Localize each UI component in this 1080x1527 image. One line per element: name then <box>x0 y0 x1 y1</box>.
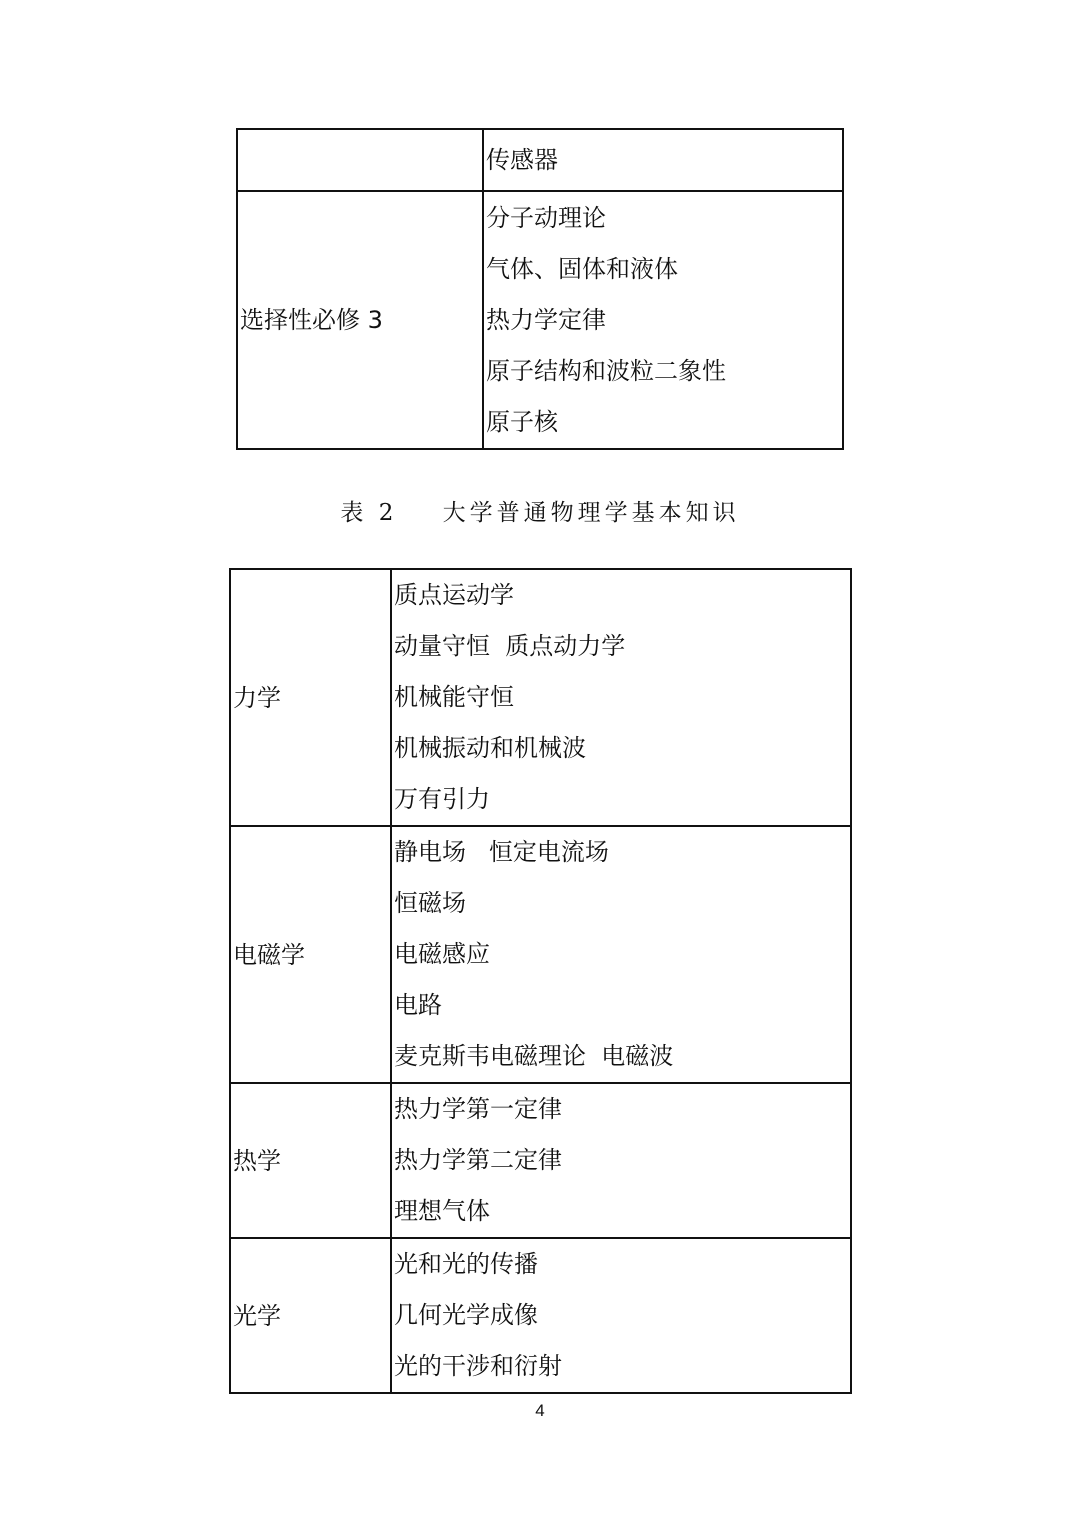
list-item: 传感器 <box>486 145 558 174</box>
list-item: 万有引力 <box>394 785 490 813</box>
row-items <box>391 826 851 1083</box>
list-item: 动量守恒 质点动力学 <box>394 632 626 660</box>
row-items <box>391 1083 851 1238</box>
row-label: 电磁学 <box>230 826 391 1083</box>
list-item: 热力学定律 <box>486 305 606 334</box>
table-row <box>230 826 851 1083</box>
table-row <box>230 1238 851 1393</box>
row-label: 光学 <box>230 1238 391 1393</box>
row-label <box>237 129 483 191</box>
list-item: 光的干涉和衍射 <box>394 1352 562 1380</box>
table-row <box>237 129 843 191</box>
list-item: 电路 <box>394 991 442 1019</box>
row-label: 热学 <box>230 1083 391 1238</box>
list-item: 机械振动和机械波 <box>394 734 586 762</box>
row-items <box>391 1238 851 1393</box>
list-item: 热力学第一定律 <box>394 1095 562 1123</box>
list-item: 机械能守恒 <box>394 683 514 711</box>
row-items <box>391 569 851 826</box>
table-2 <box>229 568 852 1394</box>
list-item: 理想气体 <box>394 1197 490 1225</box>
table-1 <box>236 128 844 450</box>
list-item: 静电场 恒定电流场 <box>394 838 609 866</box>
row-items <box>483 129 843 191</box>
page-number: 4 <box>535 1401 545 1420</box>
row-label: 选择性必修 3 <box>237 191 483 449</box>
list-item: 热力学第二定律 <box>394 1146 562 1174</box>
list-item: 气体、固体和液体 <box>486 254 678 283</box>
list-item: 麦克斯韦电磁理论 电磁波 <box>394 1042 674 1070</box>
table-caption: 表 2 大学普通物理学基本知识 <box>340 500 740 526</box>
table-row <box>230 1083 851 1238</box>
row-items <box>483 191 843 449</box>
list-item: 几何光学成像 <box>394 1301 538 1329</box>
list-item: 原子核 <box>486 407 558 436</box>
list-item: 原子结构和波粒二象性 <box>486 356 726 385</box>
list-item: 质点运动学 <box>394 581 514 609</box>
list-item: 光和光的传播 <box>394 1250 538 1278</box>
list-item: 分子动理论 <box>486 203 606 232</box>
row-label: 力学 <box>230 569 391 826</box>
table-row <box>230 569 851 826</box>
list-item: 恒磁场 <box>394 889 466 917</box>
list-item: 电磁感应 <box>394 940 490 968</box>
table-row <box>237 191 843 449</box>
